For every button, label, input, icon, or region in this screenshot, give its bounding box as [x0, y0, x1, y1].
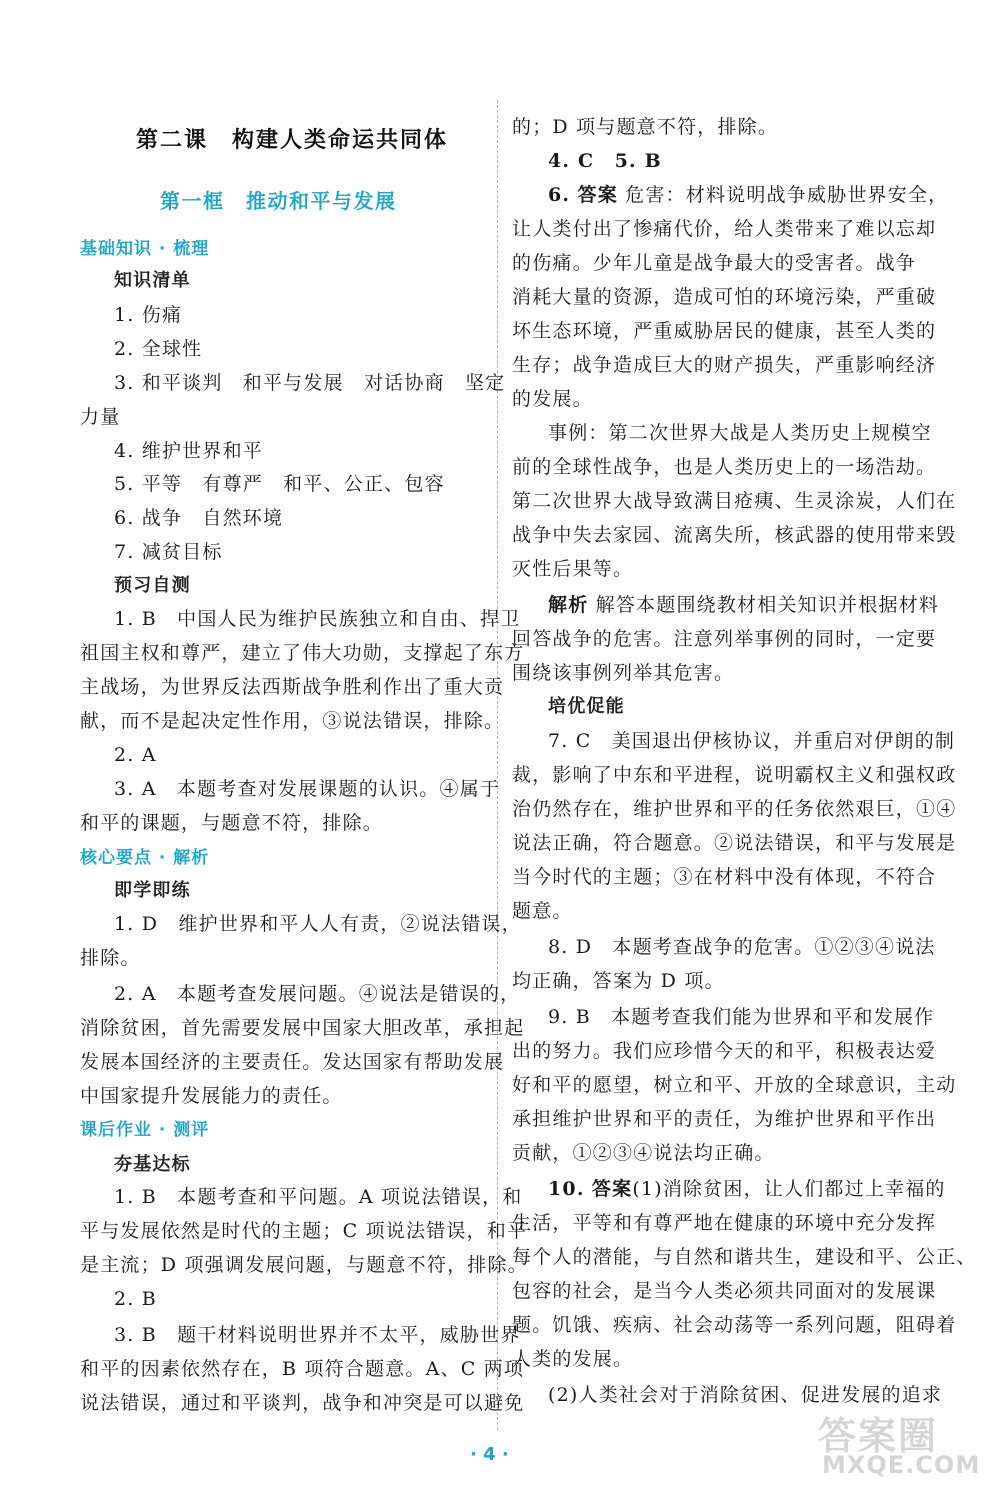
- answer-line: 平与发展依然是时代的主题；C 项说法错误，和平: [80, 1220, 528, 1242]
- subheading-practice: 即学即练: [114, 880, 191, 901]
- section-heading-homework: 课后作业 · 测评: [80, 1120, 210, 1140]
- page-number: · 4 ·: [470, 1444, 509, 1465]
- answer-line: 3. 和平谈判 和平与发展 对话协商 坚定: [114, 372, 506, 394]
- answer-line: 的伤痛。少年儿童是战争最大的受害者。战争: [512, 252, 917, 274]
- answer-line: 包容的社会，是当今人类必须共同面对的发展课: [512, 1280, 937, 1302]
- answer-line: 2. A: [114, 744, 157, 766]
- answer-line: 战争中失去家园、流离失所，核武器的使用带来毁: [512, 524, 957, 546]
- question-number: 10.: [548, 1178, 585, 1200]
- section-heading-core: 核心要点 · 解析: [80, 848, 210, 868]
- answer-label: 答案: [577, 184, 618, 206]
- answer-line: 说法正确，符合题意。②说法错误，和平与发展是: [512, 832, 957, 854]
- answer-line: 7. C 美国退出伊核协议，并重启对伊朗的制: [548, 730, 956, 752]
- answer-line: 祖国主权和尊严，建立了伟大功勋，支撑起了东方: [80, 642, 525, 664]
- answer-line: 是主流；D 项强调发展问题，与题意不符，排除。: [80, 1254, 528, 1276]
- answer-line: 排除。: [80, 947, 141, 969]
- answer-line: 消除贫困，首先需要发展中国家大胆改革，承担起: [80, 1017, 525, 1039]
- answer-line: 围绕该事例列举其危害。: [512, 662, 735, 684]
- answer-line: 4. C 5. B: [548, 150, 662, 172]
- analysis-text: 解答本题围绕教材相关知识并根据材料: [588, 594, 940, 616]
- answer-line: [548, 1176, 946, 1202]
- answer-label: 答案: [591, 1178, 633, 1200]
- answer-line: 生活，平等和有尊严地在健康的环境中充分发挥: [512, 1212, 937, 1234]
- answer-line: [548, 592, 939, 618]
- answer-line: 好和平的愿望，树立和平、开放的全球意识，主动: [512, 1074, 957, 1096]
- answer-line: [548, 182, 948, 208]
- subheading-knowledge: 知识清单: [114, 270, 191, 291]
- answer-line: 1. 伤痛: [114, 304, 183, 326]
- answer-line: 8. D 本题考查战争的危害。①②③④说法: [548, 936, 936, 958]
- answer-line: 事例：第二次世界大战是人类历史上规模空: [548, 422, 932, 444]
- answer-line: 人类的发展。: [512, 1348, 634, 1370]
- answer-line: 的发展。: [512, 388, 593, 410]
- answer-line: 和平的课题，与题意不符，排除。: [80, 812, 384, 834]
- answer-line: 坏生态环境，严重威胁居民的健康，甚至人类的: [512, 320, 937, 342]
- lesson-title: 第二课 构建人类命运共同体: [136, 128, 449, 153]
- answer-line: (2)人类社会对于消除贫困、促进发展的追求: [548, 1384, 943, 1406]
- analysis-label: 解析: [548, 594, 589, 616]
- watermark-url: MXQE.COM: [822, 1451, 981, 1479]
- answer-line: 灭性后果等。: [512, 558, 634, 580]
- section-heading-basics: 基础知识 · 梳理: [80, 239, 210, 259]
- answer-line: 回答战争的危害。注意列举事例的同时，一定要: [512, 628, 937, 650]
- answer-line: 6. 战争 自然环境: [114, 507, 284, 529]
- question-number: 6.: [548, 184, 571, 206]
- answer-line: 承担维护世界和平的责任，为维护世界和平作出: [512, 1108, 937, 1130]
- answer-line: 9. B 本题考查我们能为世界和平和发展作: [548, 1006, 935, 1028]
- answer-line: 2. B: [114, 1288, 157, 1310]
- answer-line: 前的全球性战争，也是人类历史上的一场浩劫。: [512, 456, 937, 478]
- answer-line: 当今时代的主题；③在材料中没有体现，不符合: [512, 866, 937, 888]
- answer-line: 题。饥饿、疾病、社会动荡等一系列问题，阻碍着: [512, 1314, 957, 1336]
- answer-line: 发展本国经济的主要责任。发达国家有帮助发展: [80, 1051, 505, 1073]
- subheading-preview: 预习自测: [114, 575, 191, 596]
- answer-line: 第二次世界大战导致满目疮痍、生灵涂炭，人们在: [512, 490, 957, 512]
- answer-line: 说法错误，通过和平谈判，战争和冲突是可以避免: [80, 1392, 525, 1414]
- answer-line: 3. B 题干材料说明世界并不太平，威胁世界: [114, 1324, 521, 1346]
- answer-line: 3. A 本题考查对发展课题的认识。④属于: [114, 778, 501, 800]
- answer-line: 5. 平等 有尊严 和平、公正、包容: [114, 473, 445, 495]
- answer-line: 每个人的潜能，与自然和谐共生，建设和平、公正、: [512, 1246, 977, 1268]
- answer-line: 题意。: [512, 900, 573, 922]
- answer-line: 让人类付出了惨痛代价，给人类带来了难以忘却: [512, 218, 937, 240]
- answer-line: 裁，影响了中东和平进程，说明霸权主义和强权政: [512, 764, 957, 786]
- subheading-basic: 夯基达标: [114, 1154, 191, 1175]
- answer-line: 和平的因素依然存在，B 项符合题意。A、C 两项: [80, 1358, 525, 1380]
- answer-line: 主战场，为世界反法西斯战争胜利作出了重大贡: [80, 676, 505, 698]
- answer-line: 的；D 项与题意不符，排除。: [512, 116, 779, 138]
- answer-line: 均正确，答案为 D 项。: [512, 970, 725, 992]
- answer-line: 献，而不是起决定性作用，③说法错误，排除。: [80, 710, 505, 732]
- answer-line: 1. B 中国人民为维护民族独立和自由、捍卫: [114, 608, 521, 630]
- answer-line: 4. 维护世界和平: [114, 440, 263, 462]
- answer-line: 消耗大量的资源，造成可怕的环境污染，严重破: [512, 286, 937, 308]
- answer-text: 危害：材料说明战争威胁世界安全，: [617, 184, 949, 206]
- answer-line: 7. 减贫目标: [114, 541, 223, 563]
- answer-line: 2. 全球性: [114, 338, 203, 360]
- answer-line: 中国家提升发展能力的责任。: [80, 1085, 343, 1107]
- answer-line: 生存；战争造成巨大的财产损失，严重影响经济: [512, 354, 937, 376]
- subheading-advanced: 培优促能: [548, 696, 625, 717]
- answer-line: 1. B 本题考查和平问题。A 项说法错误，和: [114, 1186, 523, 1208]
- answer-line: 治仍然存在，维护世界和平的任务依然艰巨，①④: [512, 798, 957, 820]
- answer-line: 2. A 本题考查发展问题。④说法是错误的，: [114, 983, 521, 1005]
- watermark-text: 答案圈: [818, 1414, 939, 1458]
- watermark-logo: [818, 1405, 988, 1483]
- section-subtitle: 第一框 推动和平与发展: [160, 189, 397, 213]
- answer-line: 贡献，①②③④说法均正确。: [512, 1142, 775, 1164]
- answer-text: (1)消除贫困，让人们都过上幸福的: [632, 1178, 946, 1200]
- answer-line: 出的努力。我们应珍惜今天的和平，积极表达爱: [512, 1040, 937, 1062]
- answer-line: 力量: [80, 406, 121, 428]
- answer-line: 1. D 维护世界和平人人有责，②说法错误，: [114, 913, 522, 935]
